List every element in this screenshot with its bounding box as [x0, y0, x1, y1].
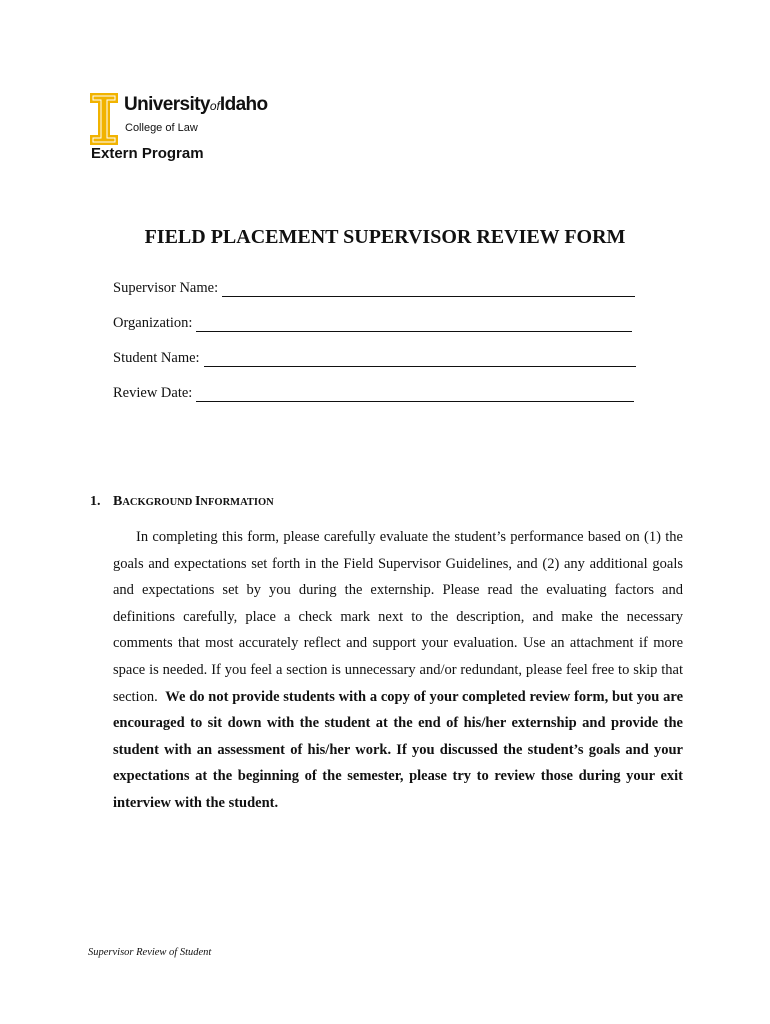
university-i-logo-icon — [90, 93, 118, 145]
review-date-field[interactable] — [113, 384, 634, 402]
form-title: FIELD PLACEMENT SUPERVISOR REVIEW FORM — [144, 226, 626, 248]
program-name: Extern Program — [91, 145, 204, 162]
supervisor-name-label: Supervisor Name: — [113, 280, 219, 296]
logo-university-wordmark: UniversityofIdaho — [124, 94, 268, 115]
organization-field[interactable] — [113, 314, 632, 332]
page-footer: Supervisor Review of Student — [88, 947, 212, 958]
background-paragraph — [113, 524, 683, 817]
review-date-label: Review Date: — [113, 385, 193, 401]
university-logo — [90, 93, 290, 145]
section-heading-background: 1. BACKGROUND INFORMATION — [90, 494, 274, 509]
logo-college-name: College of Law — [125, 122, 198, 134]
supervisor-name-field[interactable] — [113, 279, 635, 297]
instructions-text: In completing this form, please carefully evaluate the student’s performance based on (1) the goals and expectations set forth in the Field Supervisor Guidelines, and (2) any additional goals and expectations set by you during the externship. Please read the evaluating factors and definitions carefully, place a check mark next to the description, and make the necessary comments that most accurately reflect and support your evaluation. Use an attachment if more space is needed. If you feel a section is unnecessary and/or redundant, please feel free to skip that section. — [113, 529, 683, 705]
instructions-bold-text: We do not provide students with a copy of your completed review form, but you are encouraged to sit down with the student at the end of his/her externship and provide the student with an assessment of his/her work. If you discussed the student’s goals and your expectations at the beginning of the semester, please try to review those during your exit interview with the student. — [113, 688, 684, 811]
organization-line[interactable] — [196, 318, 632, 332]
student-name-line[interactable] — [204, 353, 636, 367]
student-name-field[interactable] — [113, 349, 636, 367]
supervisor-name-line[interactable] — [222, 283, 635, 297]
organization-label: Organization: — [113, 315, 193, 331]
student-name-label: Student Name: — [113, 350, 200, 366]
section-number: 1. — [90, 494, 101, 509]
review-date-line[interactable] — [196, 388, 634, 402]
